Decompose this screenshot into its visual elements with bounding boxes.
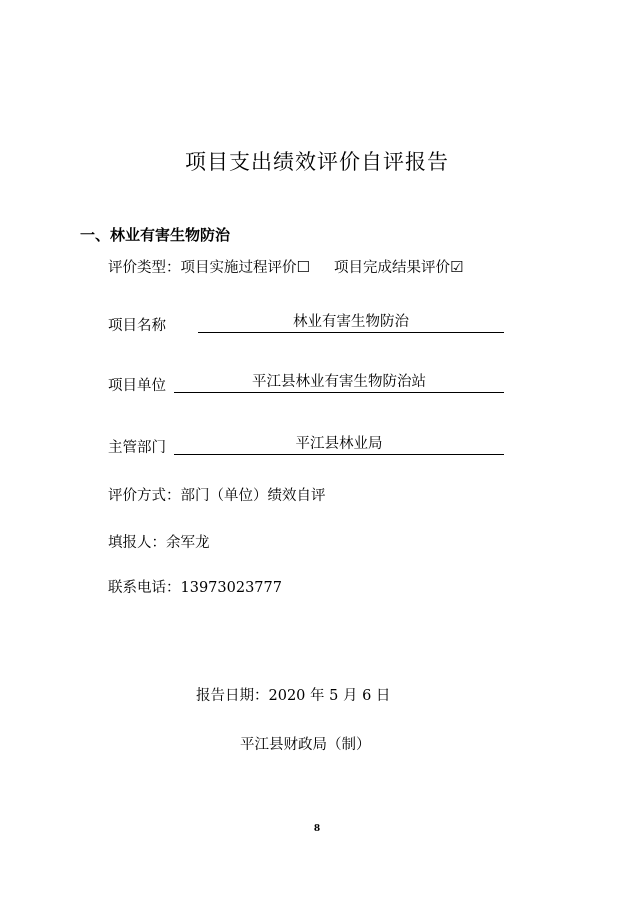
project-name-label: 项目名称 bbox=[108, 318, 166, 334]
option-process-label: 项目实施过程评价 bbox=[180, 260, 297, 276]
project-unit-label: 项目单位 bbox=[108, 378, 166, 394]
supervising-dept-value: 平江县林业局 bbox=[174, 434, 504, 455]
evaluation-type-label: 评价类型： bbox=[108, 260, 181, 276]
page-number: 8 bbox=[313, 824, 321, 834]
option-result-label: 项目完成结果评价 bbox=[333, 260, 450, 276]
checked-box-icon[interactable]: ☑ bbox=[449, 258, 464, 276]
section-heading: 一、林业有害生物防治 bbox=[80, 226, 231, 244]
report-date: 报告日期：2020 年 5 月 6 日 bbox=[196, 688, 391, 704]
unchecked-box-icon[interactable]: ☐ bbox=[296, 258, 310, 276]
project-unit-value: 平江县林业有害生物防治站 bbox=[174, 372, 504, 393]
evaluation-method: 评价方式：部门（单位）绩效自评 bbox=[108, 488, 326, 504]
evaluation-type-row bbox=[108, 256, 463, 277]
filled-by: 填报人：余军龙 bbox=[108, 535, 210, 551]
supervising-dept-label: 主管部门 bbox=[108, 440, 166, 456]
issuer: 平江县财政局（制） bbox=[240, 737, 371, 753]
contact-phone: 联系电话：13973023777 bbox=[108, 580, 282, 596]
project-name-value: 林业有害生物防治 bbox=[198, 312, 504, 333]
report-title: 项目支出绩效评价自评报告 bbox=[185, 150, 449, 174]
